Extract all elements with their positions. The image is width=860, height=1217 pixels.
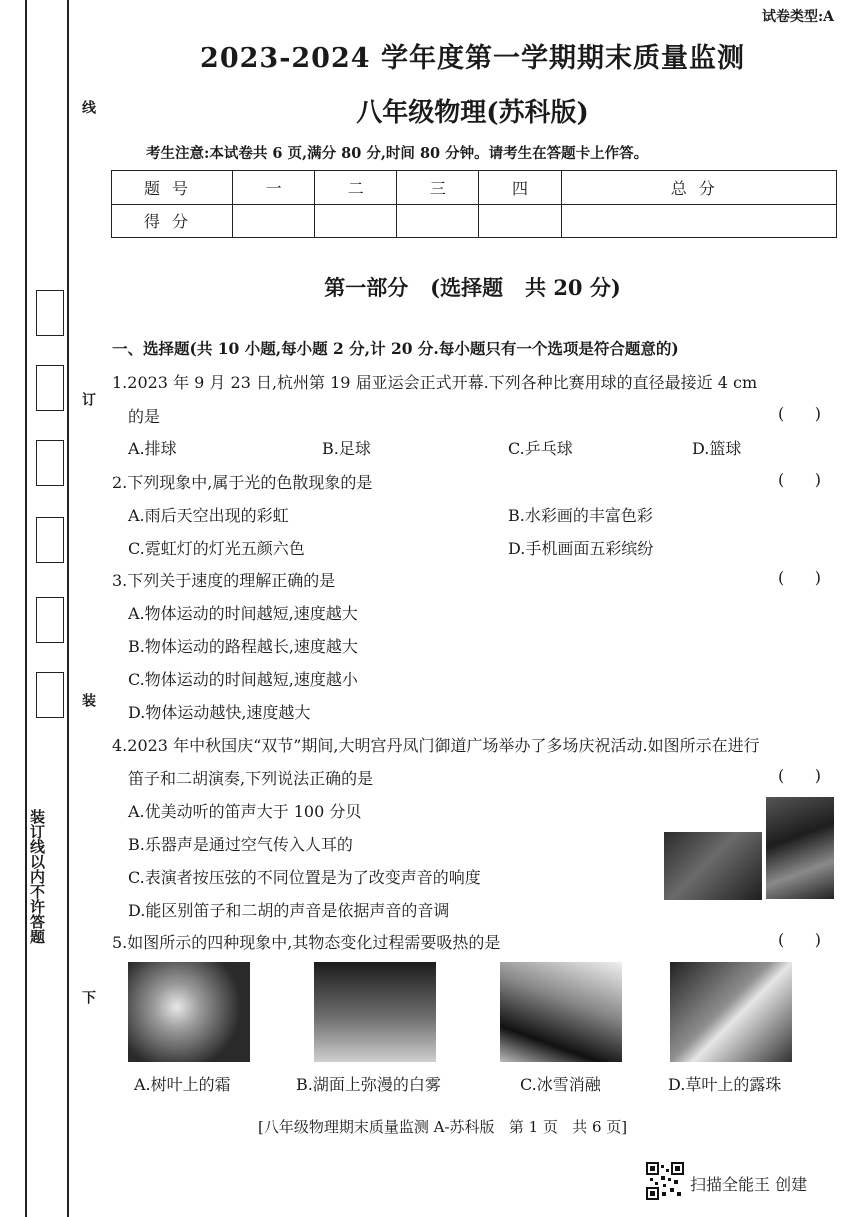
binding-char-1: 线	[80, 100, 96, 114]
score-cell	[397, 204, 479, 238]
q4-option-a: A.优美动听的笛声大于 100 分贝	[128, 802, 362, 821]
q2-option-b: B.水彩画的丰富色彩	[508, 506, 653, 525]
q4-option-b: B.乐器声是通过空气传入人耳的	[128, 835, 353, 854]
q4-photo-erhu-player	[766, 797, 834, 899]
score-col-2: 二	[315, 171, 397, 205]
qr-code-icon	[646, 1162, 684, 1200]
scanner-badge-label: 扫描全能王 创建	[690, 1175, 808, 1194]
q1-stem-line1: 1.2023 年 9 月 23 日,杭州第 19 届亚运会正式开幕.下列各种比赛用球的直径最接近 4 cm	[112, 373, 758, 392]
binding-char-3: 装	[80, 693, 96, 707]
q5-photo-dew	[670, 962, 792, 1062]
binding-box-3	[36, 440, 64, 486]
score-col-3: 三	[397, 171, 479, 205]
score-cell	[479, 204, 561, 238]
score-table	[111, 170, 837, 238]
binding-line-outer	[25, 0, 27, 1217]
score-col-1: 一	[233, 171, 315, 205]
q3-stem: 3.下列关于速度的理解正确的是	[112, 571, 336, 590]
page-footer: [八年级物理期末质量监测 A-苏科版 第 1 页 共 6 页]	[258, 1118, 628, 1136]
score-col-4: 四	[479, 171, 561, 205]
score-cell	[233, 204, 315, 238]
q3-answer-paren: ( )	[778, 568, 821, 587]
q5-option-c: C.冰雪消融	[520, 1075, 601, 1094]
exam-title: 2023-2024 学年度第一学期期末质量监测	[200, 43, 745, 74]
score-row-label-question: 题号	[112, 171, 233, 205]
q1-option-c: C.乒乓球	[508, 439, 573, 458]
section-title: 一、选择题(共 10 小题,每小题 2 分,计 20 分.每小题只有一个选项是符合题意的)	[112, 339, 679, 358]
paper-type-label: 试卷类型:A	[761, 9, 834, 25]
score-col-total: 总分	[561, 171, 836, 205]
q5-photo-fog	[314, 962, 436, 1062]
binding-char-2: 订	[80, 392, 96, 406]
binding-char-4: 下	[80, 990, 96, 1004]
q4-answer-paren: ( )	[778, 766, 821, 785]
q5-photo-melting	[500, 962, 622, 1062]
q2-stem: 2.下列现象中,属于光的色散现象的是	[112, 473, 373, 492]
q1-stem-line2: 的是	[128, 407, 161, 426]
score-cell	[561, 204, 836, 238]
q5-answer-paren: ( )	[778, 930, 821, 949]
binding-box-4	[36, 517, 64, 563]
binding-warning: 装订线以内不许答题	[27, 805, 48, 948]
q1-option-a: A.排球	[128, 439, 177, 458]
q1-answer-paren: ( )	[778, 404, 821, 423]
exam-notice: 考生注意:本试卷共 6 页,满分 80 分,时间 80 分钟。请考生在答题卡上作答。	[146, 145, 649, 162]
exam-subtitle: 八年级物理(苏科版)	[356, 98, 589, 128]
q2-answer-paren: ( )	[778, 470, 821, 489]
q4-option-d: D.能区别笛子和二胡的声音是依据声音的音调	[128, 901, 450, 920]
q4-stem-line1: 4.2023 年中秋国庆“双节”期间,大明宫丹凤门御道广场举办了多场庆祝活动.如图所示在进行	[112, 736, 760, 755]
q3-option-d: D.物体运动越快,速度越大	[128, 703, 311, 722]
q1-option-b: B.足球	[322, 439, 371, 458]
q3-option-a: A.物体运动的时间越短,速度越大	[128, 604, 358, 623]
q1-option-d: D.篮球	[692, 439, 742, 458]
q3-option-c: C.物体运动的时间越短,速度越小	[128, 670, 358, 689]
q5-option-b: B.湖面上弥漫的白雾	[296, 1075, 441, 1094]
q5-stem: 5.如图所示的四种现象中,其物态变化过程需要吸热的是	[112, 933, 501, 952]
part-one-title: 第一部分 (选择题 共 20 分)	[324, 275, 621, 300]
q4-photo-flute-player	[664, 832, 762, 900]
q5-option-a: A.树叶上的霜	[134, 1075, 231, 1094]
binding-box-5	[36, 597, 64, 643]
q5-photo-frost	[128, 962, 250, 1062]
binding-line-inner	[67, 0, 69, 1217]
q2-option-c: C.霓虹灯的灯光五颜六色	[128, 539, 305, 558]
q4-stem-line2: 笛子和二胡演奏,下列说法正确的是	[128, 769, 374, 788]
q5-option-d: D.草叶上的露珠	[668, 1075, 782, 1094]
q2-option-a: A.雨后天空出现的彩虹	[128, 506, 289, 525]
q2-option-d: D.手机画面五彩缤纷	[508, 539, 654, 558]
score-cell	[315, 204, 397, 238]
q3-option-b: B.物体运动的路程越长,速度越大	[128, 637, 358, 656]
binding-box-2	[36, 365, 64, 411]
binding-box-6	[36, 672, 64, 718]
q4-option-c: C.表演者按压弦的不同位置是为了改变声音的响度	[128, 868, 481, 887]
score-row-label-score: 得分	[112, 204, 233, 238]
